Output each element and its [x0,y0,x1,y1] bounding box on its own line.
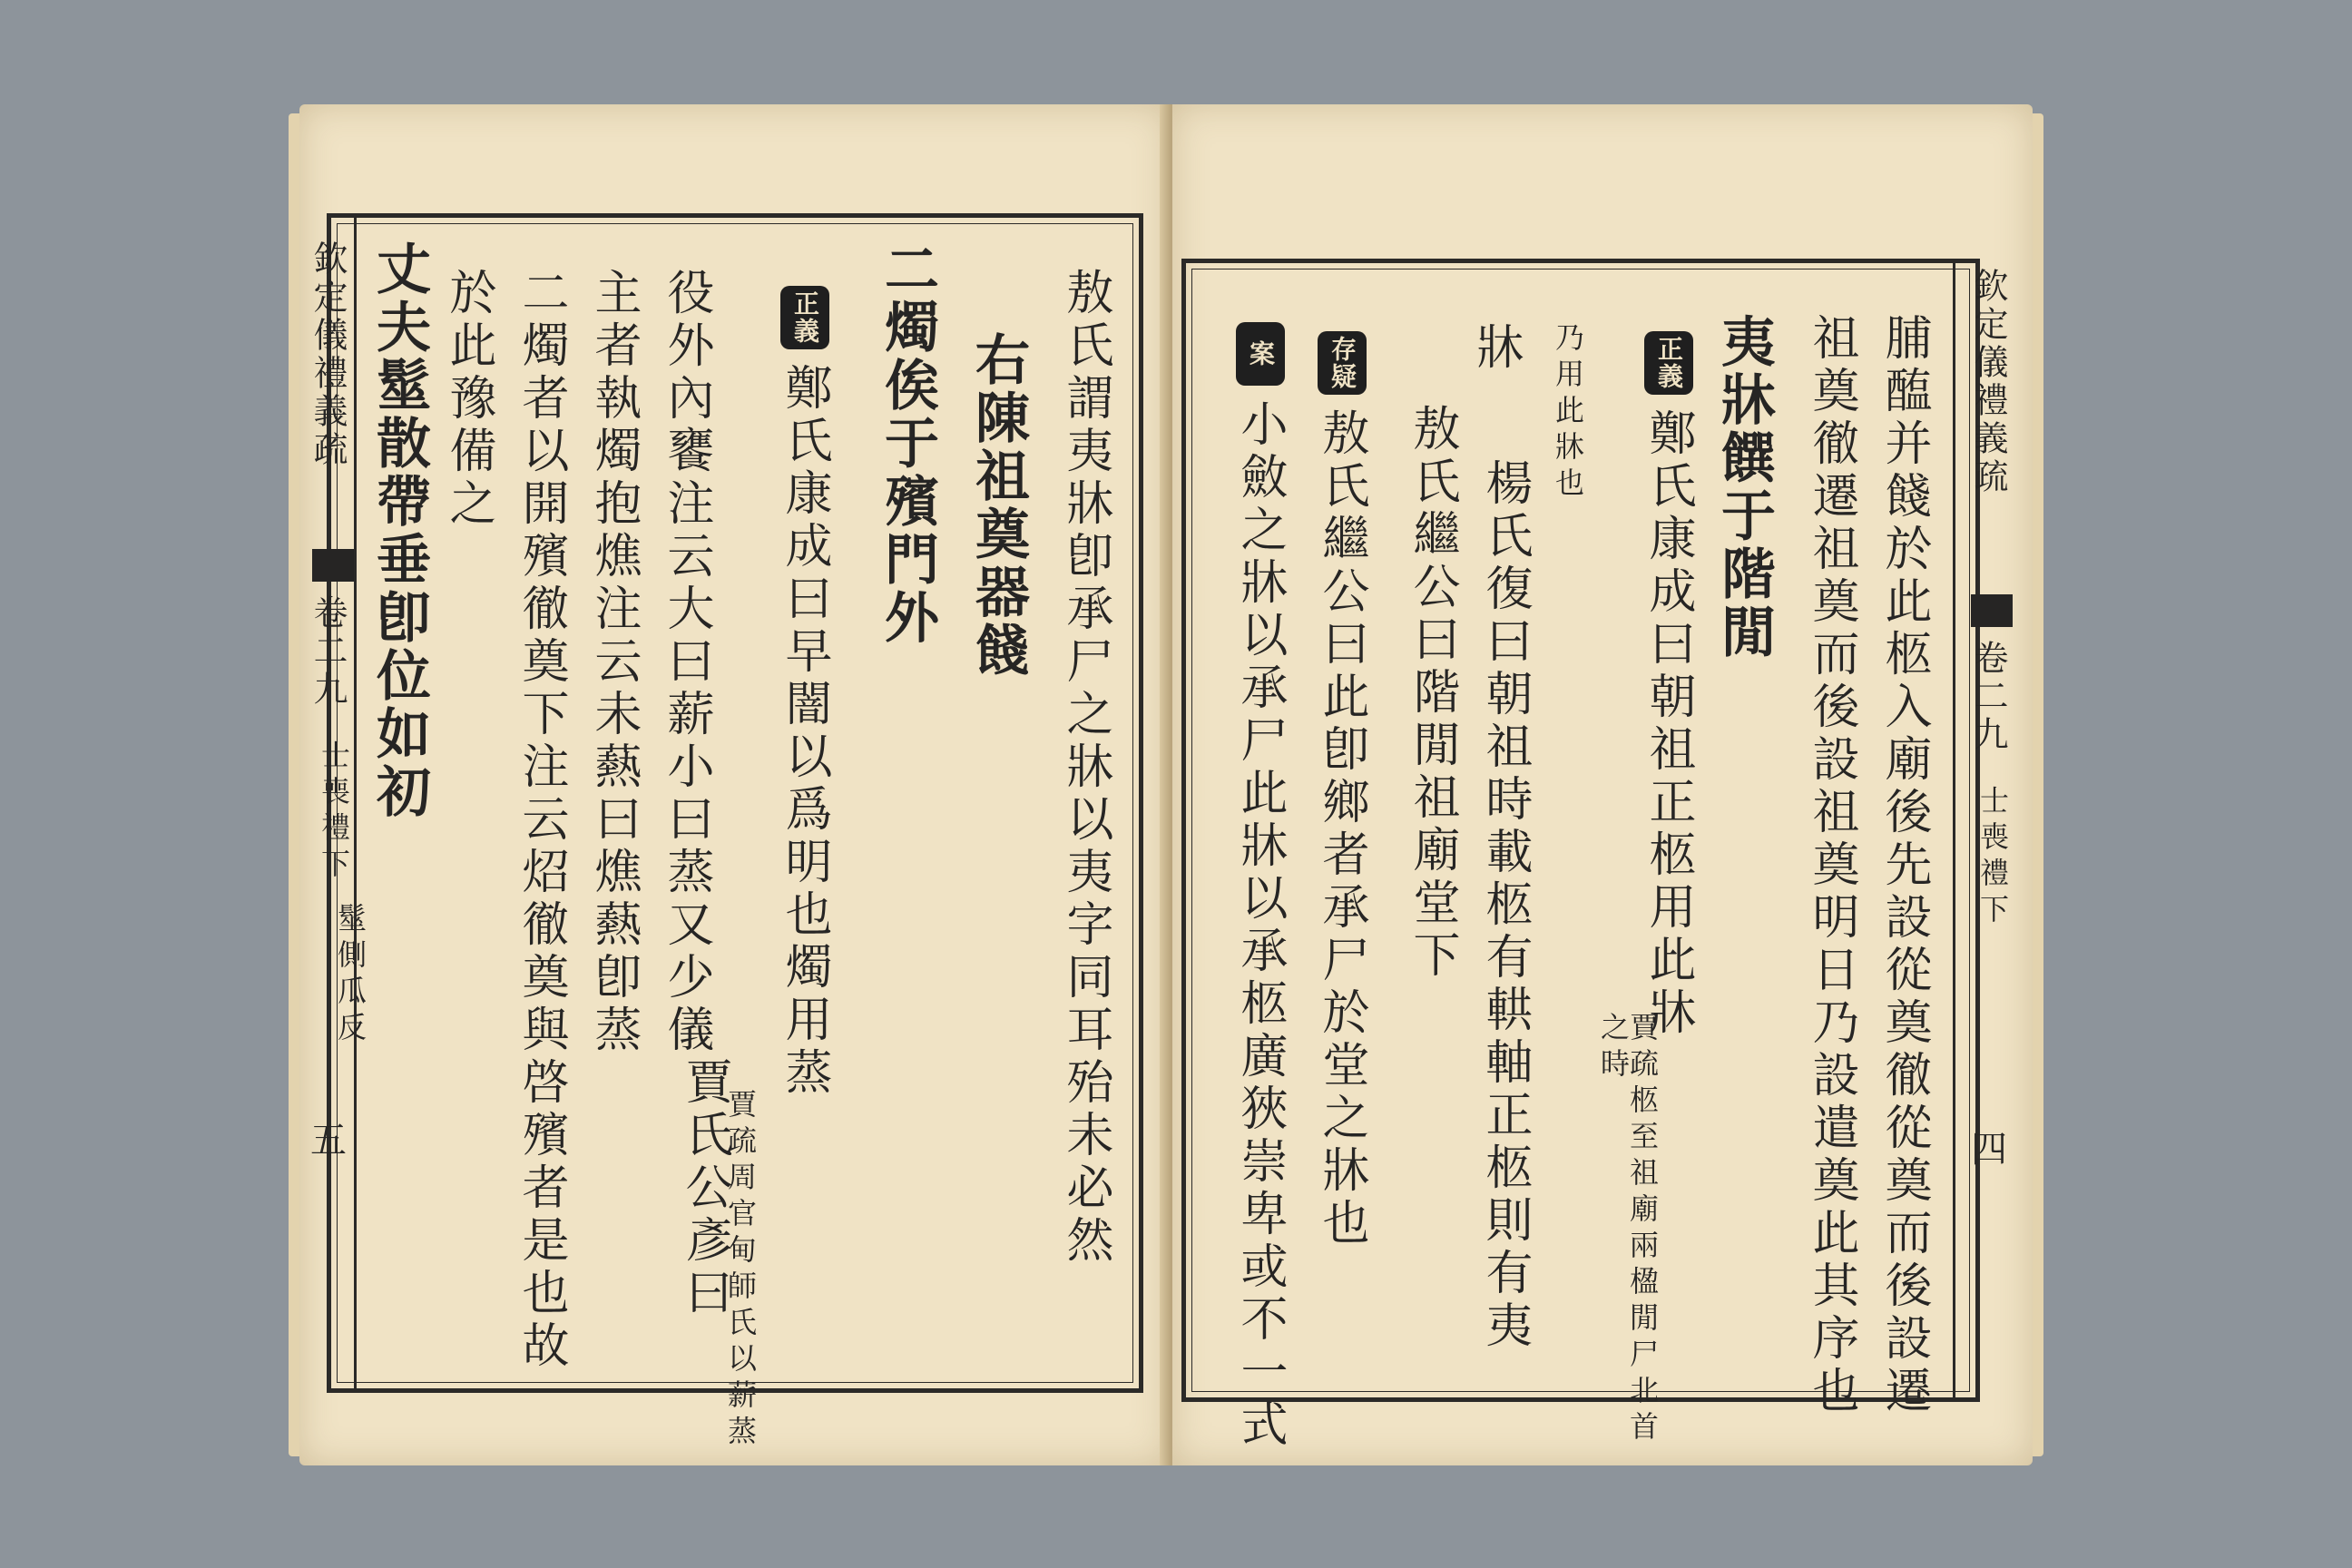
fishtail-mark [1971,594,2013,627]
text-column-11: 丈夫髽散帶垂卽位如初 [368,240,431,821]
text-column-3: 二燭俟于殯門外 [876,240,939,647]
text-column-11: 小斂之牀以承尸此牀以承柩廣狹崇卑或不一式 [1232,399,1287,1452]
text-column-10: 於此豫備之 [441,268,495,531]
margin-rule [354,218,357,1388]
text-column-1: 敖氏謂夷牀卽承尸之牀以夷字同耳殆未必然 [1058,268,1112,1268]
note-column-6: 乃用此牀也 [1551,322,1585,504]
note-column-5: 賈疏周官甸師氏以薪蒸 [723,1089,758,1452]
tag-zhengyi: 正義 [780,286,829,349]
text-column-1: 脯醢并餞於此柩入廟後先設從奠徹從奠而後設遷 [1877,313,1931,1418]
text-column-7: 主者執燭抱燋注云未爇曰燋爇卽蒸 [586,268,641,1057]
margin-title: 欽定儀禮義疏 [308,240,348,469]
margin-rule [1953,263,1955,1397]
text-column-8: 牀 [1468,322,1523,375]
tag-an: 案 [1236,322,1285,386]
text-column-9: 二燭者以開殯徹奠下注云炤徹奠與啓殯者是也故 [514,268,568,1373]
heading-column: 右陳祖奠器餞 [966,331,1030,680]
left-page [299,104,1169,1465]
fishtail-mark [312,549,354,582]
folio-number: 四 [1971,1129,2007,1171]
text-column-4: 鄭氏康成曰朝祖正柩用此牀 [1641,408,1695,1040]
right-page [1172,104,2033,1465]
text-column-9: 敖氏繼公曰階閒祖廟堂下 [1405,404,1459,983]
margin-volume: 卷二九 [1968,640,2008,754]
folio-number: 五 [310,1120,347,1161]
margin-chapter: 士喪禮下 [1975,785,2010,930]
text-column-6: 役外內饔注云大曰薪小曰蒸又少儀 [659,268,713,1057]
page-edges-right [2031,113,2043,1456]
margin-chapter: 士喪禮下 [317,740,351,885]
note-column-12: 髽側瓜反 [333,903,368,1048]
text-column-8: 賈氏公彥曰 [677,1057,731,1320]
text-column-10: 敖氏繼公曰此卽鄉者承尸於堂之牀也 [1314,408,1368,1250]
tag-zhengyi: 正義 [1644,331,1693,395]
open-book [299,95,2033,1475]
tag-cunyi: 存疑 [1318,331,1367,395]
note-column-5: 賈疏柩至祖廟兩楹閒尸北首之時 [1596,1012,1660,1447]
text-column-4: 鄭氏康成曰早闇以爲明也燭用蒸 [777,363,831,1100]
text-column-2: 祖奠徹遷祖奠而後設祖奠明日乃設遣奠此其序也 [1804,313,1858,1418]
margin-title: 欽定儀禮義疏 [1968,268,2008,496]
heading-column: 夷牀饌于階閒 [1712,313,1776,662]
margin-volume: 卷二九 [308,594,348,709]
text-column-7: 楊氏復曰朝祖時載柩有輁軸正柩則有夷 [1477,458,1532,1353]
